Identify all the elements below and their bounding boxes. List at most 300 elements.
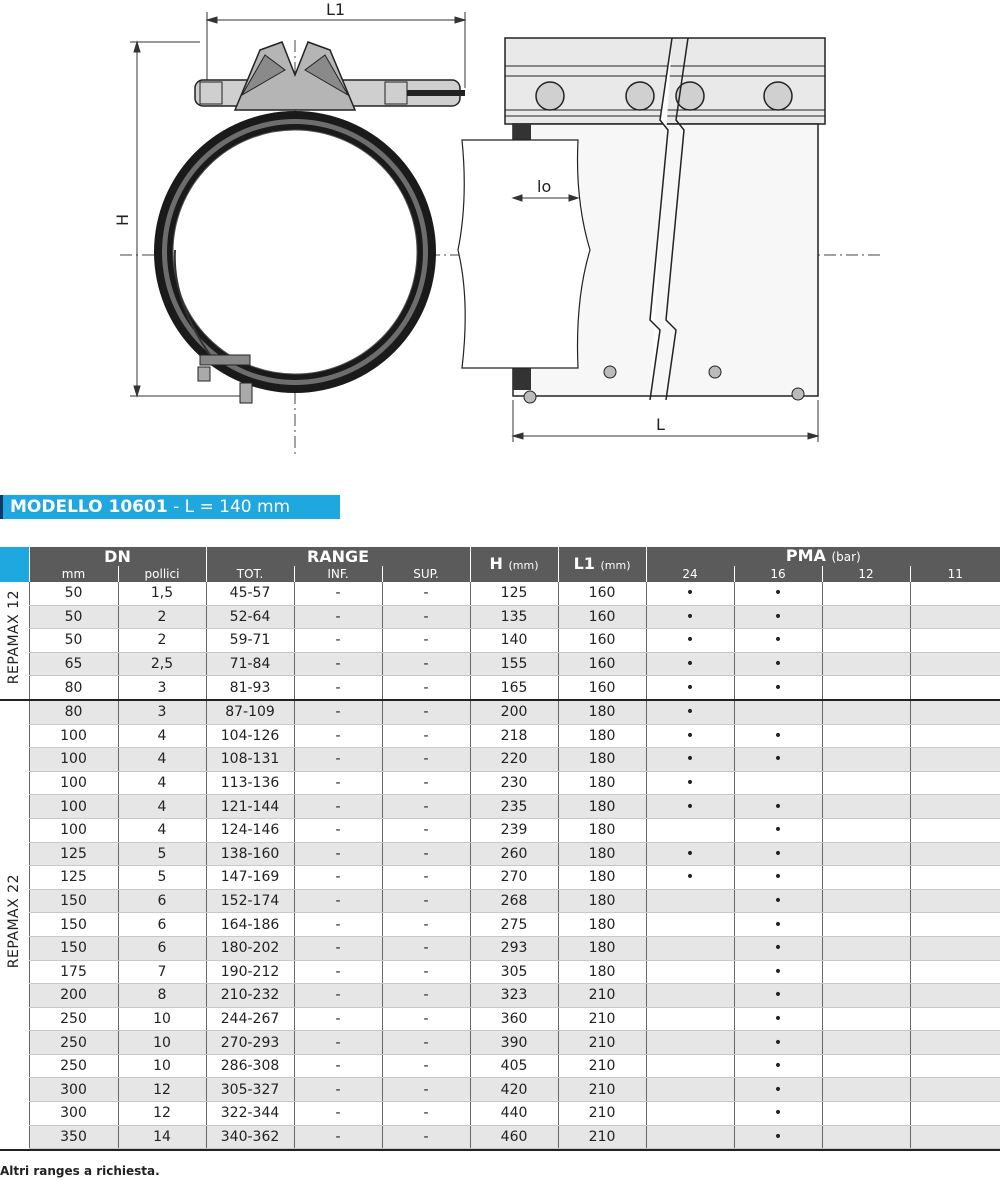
cell-tot: 270-293 [206,1031,294,1055]
cell-p24: • [646,771,734,795]
cell-p16: • [734,889,822,913]
cell-sup: - [382,1007,470,1031]
cell-l1: 180 [558,960,646,984]
cell-p16: • [734,1078,822,1102]
header-corner [0,547,29,582]
cell-pollici: 3 [118,700,206,724]
cell-l1: 160 [558,629,646,653]
cell-tot: 138-160 [206,842,294,866]
cell-p24: • [646,795,734,819]
cell-p16 [734,700,822,724]
cell-pollici: 12 [118,1102,206,1126]
cell-p16: • [734,582,822,605]
cell-mm: 50 [29,605,118,629]
cell-sup: - [382,1102,470,1126]
label-H: H [113,213,132,226]
cell-sup: - [382,676,470,700]
cell-mm: 300 [29,1102,118,1126]
cell-pollici: 12 [118,1078,206,1102]
cell-h: 165 [470,676,558,700]
cell-p16: • [734,866,822,890]
cell-p12 [822,700,910,724]
header-pma: PMA (bar) [646,547,1000,566]
cell-inf: - [294,771,382,795]
cell-h: 218 [470,724,558,748]
cell-h: 230 [470,771,558,795]
cell-p24 [646,1054,734,1078]
cell-p24 [646,1031,734,1055]
cell-p11 [910,629,1000,653]
table-row [0,913,1000,937]
table-row [0,1054,1000,1078]
cell-tot: 244-267 [206,1007,294,1031]
banner-separator: - [167,497,185,517]
cell-sup: - [382,629,470,653]
label-lo: lo [537,177,552,196]
cell-tot: 108-131 [206,748,294,772]
cell-sup: - [382,748,470,772]
cell-p11 [910,913,1000,937]
table-row [0,676,1000,700]
cell-p24 [646,960,734,984]
cell-p24: • [646,842,734,866]
cell-p24 [646,889,734,913]
cell-mm: 300 [29,1078,118,1102]
cell-p16: • [734,842,822,866]
cell-tot: 152-174 [206,889,294,913]
cell-p11 [910,1031,1000,1055]
cell-pollici: 10 [118,1031,206,1055]
cell-h: 220 [470,748,558,772]
cell-tot: 305-327 [206,1078,294,1102]
table-row [0,1102,1000,1126]
cell-l1: 180 [558,913,646,937]
cell-inf: - [294,1007,382,1031]
cell-p16: • [734,1031,822,1055]
model-banner [0,495,340,519]
cell-p12 [822,582,910,605]
header-pollici: pollici [118,566,206,582]
header-h: H (mm) [470,547,558,582]
cell-inf: - [294,936,382,960]
cell-l1: 180 [558,748,646,772]
cell-p11 [910,605,1000,629]
cell-p16: • [734,1007,822,1031]
cell-p16: • [734,748,822,772]
cell-h: 140 [470,629,558,653]
table-row [0,700,1000,724]
cell-p12 [822,913,910,937]
cell-p12 [822,652,910,676]
cell-inf: - [294,605,382,629]
cell-mm: 100 [29,795,118,819]
cell-p11 [910,1054,1000,1078]
spec-table [0,547,1000,1149]
cell-p24: • [646,582,734,605]
cell-p24 [646,913,734,937]
cell-sup: - [382,818,470,842]
cell-inf: - [294,913,382,937]
cell-mm: 80 [29,700,118,724]
cell-h: 239 [470,818,558,842]
cell-mm: 175 [29,960,118,984]
cell-sup: - [382,1078,470,1102]
group-label-cell [0,582,29,700]
cell-pollici: 10 [118,1054,206,1078]
cell-pollici: 2 [118,605,206,629]
cell-p16: • [734,818,822,842]
cell-tot: 113-136 [206,771,294,795]
cell-p12 [822,676,910,700]
cell-p16: • [734,652,822,676]
clamp-front-view [154,42,465,403]
cell-p11 [910,652,1000,676]
cell-p24 [646,1007,734,1031]
table-row [0,818,1000,842]
cell-sup: - [382,1054,470,1078]
cell-sup: - [382,1125,470,1149]
cell-p11 [910,795,1000,819]
cell-p16: • [734,724,822,748]
cell-p11 [910,724,1000,748]
cell-l1: 180 [558,818,646,842]
cell-p16: • [734,1125,822,1149]
header-pma-12: 12 [822,566,910,582]
table-row [0,652,1000,676]
cell-p11 [910,582,1000,605]
cell-inf: - [294,1054,382,1078]
table-row [0,1125,1000,1149]
cell-tot: 104-126 [206,724,294,748]
cell-inf: - [294,748,382,772]
cell-h: 293 [470,936,558,960]
cell-mm: 100 [29,748,118,772]
cell-pollici: 4 [118,795,206,819]
cell-p11 [910,1125,1000,1149]
cell-sup: - [382,984,470,1008]
cell-p24: • [646,700,734,724]
cell-mm: 50 [29,582,118,605]
cell-p24: • [646,748,734,772]
table-row [0,960,1000,984]
table-row [0,582,1000,605]
header-range: RANGE [206,547,470,566]
cell-p12 [822,842,910,866]
cell-pollici: 6 [118,936,206,960]
cell-p12 [822,1031,910,1055]
label-L: L [656,415,665,434]
cell-tot: 81-93 [206,676,294,700]
cell-l1: 210 [558,1031,646,1055]
cell-p16: • [734,795,822,819]
cell-l1: 180 [558,866,646,890]
cell-p11 [910,700,1000,724]
cell-sup: - [382,913,470,937]
cell-inf: - [294,724,382,748]
cell-tot: 286-308 [206,1054,294,1078]
cell-inf: - [294,818,382,842]
cell-h: 440 [470,1102,558,1126]
cell-h: 200 [470,700,558,724]
footnote: Altri ranges a richiesta. [0,1164,160,1178]
cell-p24 [646,1102,734,1126]
cell-tot: 164-186 [206,913,294,937]
cell-p11 [910,676,1000,700]
cell-l1: 160 [558,652,646,676]
cell-h: 305 [470,960,558,984]
cell-p12 [822,724,910,748]
cell-h: 235 [470,795,558,819]
cell-sup: - [382,724,470,748]
cell-l1: 180 [558,842,646,866]
cell-p12 [822,1054,910,1078]
cell-inf: - [294,842,382,866]
cell-inf: - [294,1125,382,1149]
cell-h: 420 [470,1078,558,1102]
cell-h: 390 [470,1031,558,1055]
header-tot: TOT. [206,566,294,582]
cell-sup: - [382,889,470,913]
group-label: REPAMAX 22 [6,874,23,969]
cell-p24: • [646,605,734,629]
cell-h: 323 [470,984,558,1008]
cell-p16: • [734,936,822,960]
cell-inf: - [294,866,382,890]
cell-p11 [910,936,1000,960]
cell-mm: 250 [29,1031,118,1055]
cell-mm: 50 [29,629,118,653]
cell-p16: • [734,605,822,629]
cell-p12 [822,889,910,913]
table-bottom-rule [0,1149,1000,1151]
cell-p11 [910,748,1000,772]
table-row [0,795,1000,819]
cell-pollici: 3 [118,676,206,700]
table-row [0,936,1000,960]
table-row [0,1007,1000,1031]
group-label-cell [0,700,29,1149]
cell-pollici: 10 [118,1007,206,1031]
cell-p12 [822,795,910,819]
cell-p24: • [646,724,734,748]
cell-pollici: 4 [118,818,206,842]
cell-p12 [822,866,910,890]
cell-l1: 210 [558,1078,646,1102]
cell-h: 268 [470,889,558,913]
cell-sup: - [382,960,470,984]
cell-tot: 180-202 [206,936,294,960]
cell-tot: 210-232 [206,984,294,1008]
cell-l1: 160 [558,582,646,605]
length-label: L = 140 mm [184,497,291,517]
cell-inf: - [294,652,382,676]
cell-p11 [910,1007,1000,1031]
cell-tot: 340-362 [206,1125,294,1149]
cell-mm: 150 [29,913,118,937]
cell-tot: 124-146 [206,818,294,842]
cell-l1: 180 [558,889,646,913]
cell-inf: - [294,960,382,984]
cell-mm: 65 [29,652,118,676]
model-label: MODELLO 10601 [10,497,168,517]
cell-h: 125 [470,582,558,605]
cell-pollici: 6 [118,913,206,937]
cell-l1: 180 [558,724,646,748]
table-row [0,724,1000,748]
cell-p16: • [734,629,822,653]
cell-p24: • [646,629,734,653]
dimension-L [513,400,818,442]
cell-pollici: 4 [118,724,206,748]
cell-p12 [822,629,910,653]
cell-inf: - [294,795,382,819]
cell-mm: 150 [29,889,118,913]
cell-sup: - [382,582,470,605]
cell-tot: 87-109 [206,700,294,724]
cell-pollici: 5 [118,866,206,890]
cell-mm: 250 [29,1007,118,1031]
cell-p12 [822,1125,910,1149]
cell-inf: - [294,700,382,724]
cell-p24 [646,1125,734,1149]
cell-mm: 100 [29,818,118,842]
table-row [0,605,1000,629]
cell-pollici: 6 [118,889,206,913]
cell-l1: 210 [558,1007,646,1031]
cell-sup: - [382,605,470,629]
label-L1: L1 [326,0,346,19]
cell-l1: 210 [558,1125,646,1149]
cell-h: 460 [470,1125,558,1149]
cell-mm: 125 [29,866,118,890]
cell-h: 135 [470,605,558,629]
cell-sup: - [382,842,470,866]
cell-p12 [822,771,910,795]
table-row [0,842,1000,866]
table-row [0,629,1000,653]
cell-pollici: 4 [118,748,206,772]
cell-p12 [822,818,910,842]
cell-tot: 59-71 [206,629,294,653]
cell-p24: • [646,866,734,890]
cell-p12 [822,960,910,984]
cell-h: 155 [470,652,558,676]
cell-l1: 180 [558,936,646,960]
cell-mm: 250 [29,1054,118,1078]
cell-mm: 80 [29,676,118,700]
cell-p12 [822,984,910,1008]
cell-p24: • [646,652,734,676]
cell-inf: - [294,984,382,1008]
header-pma-11: 11 [910,566,1000,582]
cell-h: 270 [470,866,558,890]
table-row [0,1031,1000,1055]
cell-mm: 150 [29,936,118,960]
cell-pollici: 7 [118,960,206,984]
header-inf: INF. [294,566,382,582]
cell-p11 [910,984,1000,1008]
cell-p11 [910,866,1000,890]
cell-p12 [822,1102,910,1126]
cell-sup: - [382,652,470,676]
cell-p16: • [734,1054,822,1078]
table-row [0,984,1000,1008]
cell-l1: 210 [558,1054,646,1078]
cell-sup: - [382,1031,470,1055]
clamp-side-view [458,38,825,403]
cell-mm: 350 [29,1125,118,1149]
cell-inf: - [294,629,382,653]
cell-l1: 180 [558,700,646,724]
group-label: REPAMAX 12 [6,589,23,685]
table-row [0,771,1000,795]
cell-inf: - [294,582,382,605]
cell-p24 [646,984,734,1008]
header-l1: L1 (mm) [558,547,646,582]
cell-l1: 180 [558,795,646,819]
cell-p16: • [734,960,822,984]
cell-tot: 71-84 [206,652,294,676]
cell-p24: • [646,676,734,700]
cell-h: 405 [470,1054,558,1078]
cell-sup: - [382,771,470,795]
table-row [0,1078,1000,1102]
cell-p11 [910,818,1000,842]
cell-l1: 180 [558,771,646,795]
table-row [0,866,1000,890]
cell-p24 [646,1078,734,1102]
cell-sup: - [382,936,470,960]
cell-p16 [734,771,822,795]
cell-tot: 190-212 [206,960,294,984]
cell-sup: - [382,795,470,819]
spec-table-body [0,582,1000,1149]
cell-p12 [822,748,910,772]
spec-table-container [0,547,1000,1149]
cell-mm: 100 [29,771,118,795]
cell-sup: - [382,866,470,890]
cell-sup: - [382,700,470,724]
cell-p24 [646,936,734,960]
cell-inf: - [294,1031,382,1055]
header-pma-24: 24 [646,566,734,582]
cell-p11 [910,771,1000,795]
cell-l1: 210 [558,1102,646,1126]
cell-p12 [822,605,910,629]
cell-tot: 322-344 [206,1102,294,1126]
cell-pollici: 14 [118,1125,206,1149]
cell-inf: - [294,889,382,913]
cell-p12 [822,1078,910,1102]
cell-pollici: 8 [118,984,206,1008]
cell-pollici: 5 [118,842,206,866]
cell-mm: 200 [29,984,118,1008]
table-row [0,748,1000,772]
cell-tot: 147-169 [206,866,294,890]
cell-mm: 100 [29,724,118,748]
cell-pollici: 4 [118,771,206,795]
cell-tot: 121-144 [206,795,294,819]
cell-p11 [910,889,1000,913]
header-pma-16: 16 [734,566,822,582]
cell-p16: • [734,913,822,937]
cell-tot: 45-57 [206,582,294,605]
cell-pollici: 2 [118,629,206,653]
header-dn: DN [29,547,206,566]
cell-p12 [822,936,910,960]
header-sup: SUP. [382,566,470,582]
cell-l1: 210 [558,984,646,1008]
